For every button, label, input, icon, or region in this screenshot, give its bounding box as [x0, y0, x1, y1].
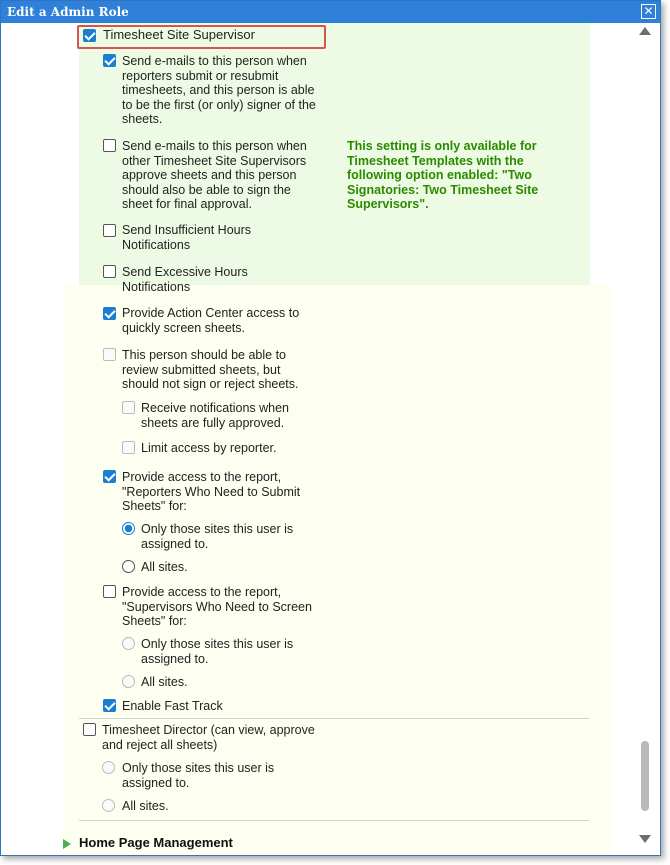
site-supervisor-checkbox[interactable] — [83, 29, 96, 42]
reporters-all-sites-label: All sites. — [141, 560, 188, 574]
action-center-label: Provide Action Center access to quickly screen sheets. — [122, 306, 300, 335]
supervisors-all-sites-label: All sites. — [141, 675, 188, 689]
action-center-checkbox[interactable] — [103, 307, 116, 320]
close-icon[interactable]: ✕ — [641, 4, 656, 19]
send-emails-submit-checkbox[interactable] — [103, 54, 116, 67]
excessive-hours-checkbox[interactable] — [103, 265, 116, 278]
review-only-label: This person should be able to review submitted sheets, but should not sign or reject sheets. — [122, 348, 299, 391]
report-reporters-checkbox[interactable] — [103, 470, 116, 483]
reporters-assigned-sites-label: Only those sites this user is assigned to. — [141, 522, 294, 551]
report-reporters-label: Provide access to the report, "Reporters Who Need to Submit Sheets" for: — [122, 470, 301, 513]
director-label: Timesheet Director (can view, approve and reject all sheets) — [102, 723, 315, 752]
fast-track-label: Enable Fast Track — [122, 699, 223, 713]
reporters-assigned-sites-radio[interactable] — [122, 522, 135, 535]
scroll-down-icon[interactable] — [639, 835, 651, 843]
dialog-title: Edit a Admin Role — [1, 1, 660, 23]
director-all-sites-label: All sites. — [122, 799, 169, 813]
limit-access-label: Limit access by reporter. — [141, 441, 277, 455]
divider — [79, 820, 589, 821]
divider — [79, 718, 589, 719]
fast-track-checkbox[interactable] — [103, 699, 116, 712]
report-supervisors-label: Provide access to the report, "Supervisors Who Need to Screen Sheets" for: — [122, 585, 312, 628]
supervisors-all-sites-radio[interactable] — [122, 675, 135, 688]
director-assigned-sites-radio[interactable] — [102, 761, 115, 774]
insufficient-hours-checkbox[interactable] — [103, 224, 116, 237]
expand-arrow-icon[interactable] — [63, 839, 71, 849]
vertical-scrollbar[interactable] — [632, 23, 660, 855]
supervisors-assigned-sites-radio[interactable] — [122, 637, 135, 650]
reporters-all-sites-radio[interactable] — [122, 560, 135, 573]
director-assigned-sites-label: Only those sites this user is assigned to. — [122, 761, 275, 790]
send-emails-submit-label: Send e-mails to this person when reporters submit or resubmit timesheets, and this person is able to be the first (or only) signer of the sheets. — [122, 54, 316, 126]
home-page-management-section[interactable]: Home Page Management — [79, 835, 233, 850]
limit-access-checkbox[interactable] — [122, 441, 135, 454]
director-checkbox[interactable] — [83, 723, 96, 736]
review-only-checkbox[interactable] — [103, 348, 116, 361]
scroll-thumb[interactable] — [641, 741, 649, 811]
receive-notifications-checkbox[interactable] — [122, 401, 135, 414]
site-supervisor-label: Timesheet Site Supervisor — [103, 27, 255, 42]
report-supervisors-checkbox[interactable] — [103, 585, 116, 598]
insufficient-hours-label: Send Insufficient Hours Notifications — [122, 223, 252, 252]
receive-notifications-label: Receive notifications when sheets are fully approved. — [141, 401, 289, 430]
director-all-sites-radio[interactable] — [102, 799, 115, 812]
dialog-content — [1, 23, 634, 855]
send-emails-approve-label: Send e-mails to this person when other Timesheet Site Supervisors approve sheets and this person should also be able to sign the sheet for final approval. — [122, 139, 307, 211]
send-emails-approve-checkbox[interactable] — [103, 139, 116, 152]
excessive-hours-label: Send Excessive Hours Notifications — [122, 265, 248, 294]
availability-note: This setting is only available for Timesheet Templates with the following option enabled: "Two Signatories: Two Timesheet Site Supervisors". — [347, 139, 539, 211]
supervisors-assigned-sites-label: Only those sites this user is assigned to. — [141, 637, 294, 666]
scroll-up-icon[interactable] — [639, 27, 651, 35]
